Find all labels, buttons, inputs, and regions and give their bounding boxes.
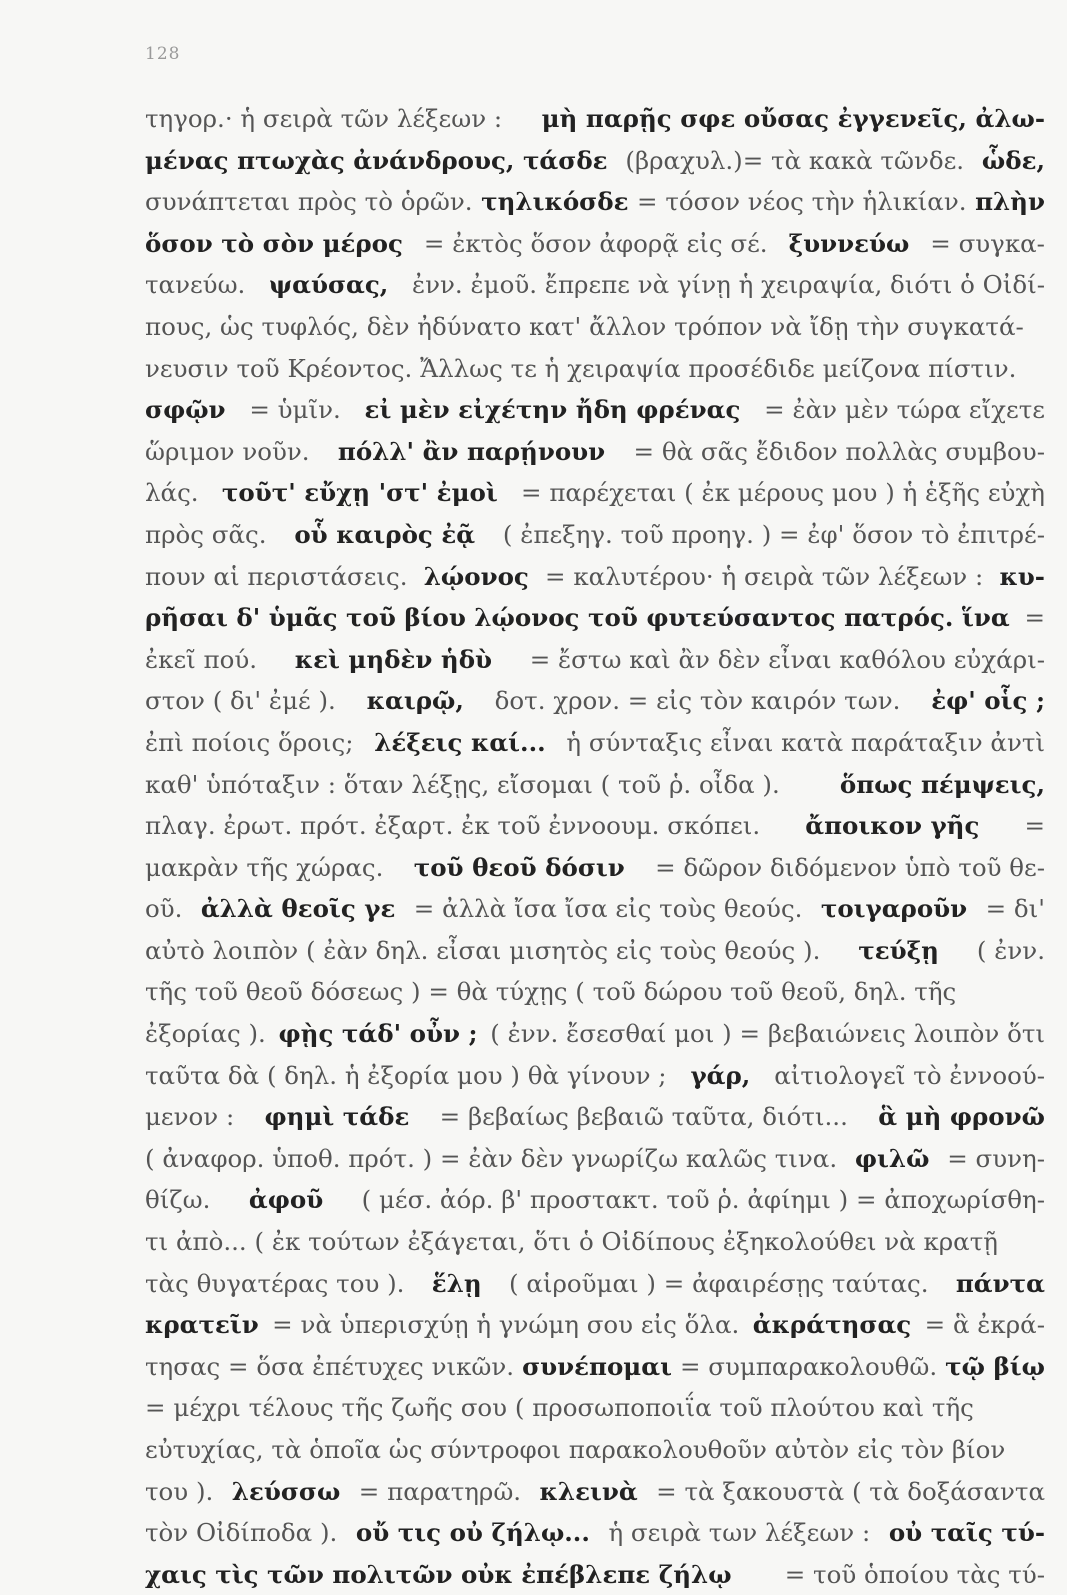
lemma-term: λεύσσω bbox=[231, 1476, 341, 1506]
lemma-term: ἀφοῦ bbox=[248, 1185, 324, 1215]
text-line bbox=[145, 888, 1045, 930]
gloss-text: = ἐὰν μὲν τώρα εἴχετε bbox=[764, 395, 1045, 425]
lemma-term: συνέπομαι bbox=[522, 1351, 672, 1381]
gloss-text: ἐκεῖ πού. bbox=[145, 644, 258, 674]
gloss-text: πρὸς σᾶς. bbox=[145, 519, 267, 549]
gloss-text: θίζω. bbox=[145, 1185, 211, 1215]
gloss-text: = καλυτέρου· ἡ σειρὰ τῶν λέξεων : bbox=[545, 561, 984, 591]
lemma-term: φῂς τάδ' οὖν ; bbox=[278, 1019, 478, 1049]
page-number: 128 bbox=[145, 44, 181, 64]
text-line bbox=[145, 1138, 1045, 1180]
text-line bbox=[145, 1221, 1045, 1263]
gloss-text: = bbox=[1024, 811, 1045, 841]
lemma-term: φιλῶ bbox=[854, 1143, 930, 1173]
lemma-term: πόλλ' ἂν παρῄνουν bbox=[337, 436, 606, 466]
text-line bbox=[145, 223, 1045, 265]
lemma-term: ρῆσαι δ' ὑμᾶς τοῦ βίου λῴονος τοῦ φυτεύσαντος πατρός. ἵνα bbox=[145, 603, 1010, 633]
gloss-text: πουν αἱ περιστάσεις. bbox=[145, 561, 408, 591]
gloss-text: = θὰ σᾶς ἔδιδον πολλὰς συμβου- bbox=[633, 436, 1045, 466]
gloss-text: = βεβαίως βεβαιῶ ταῦτα, διότι... bbox=[439, 1102, 848, 1132]
gloss-text: = παρατηρῶ. bbox=[358, 1476, 522, 1506]
lemma-term: καιρῷ, bbox=[366, 686, 464, 716]
text-line bbox=[145, 1096, 1045, 1138]
gloss-text: ταῦτα δὰ ( δηλ. ἡ ἐξορία μου ) θὰ γίνουν ; bbox=[145, 1060, 667, 1090]
text-line bbox=[145, 680, 1045, 722]
gloss-text: τὰς θυγατέρας του ). bbox=[145, 1268, 405, 1298]
gloss-text: = συμπαρακολουθῶ. bbox=[679, 1351, 938, 1381]
gloss-text: μενον : bbox=[145, 1102, 235, 1132]
lemma-term: πλὴν bbox=[975, 187, 1045, 217]
text-line bbox=[145, 847, 1045, 889]
text-line bbox=[145, 1387, 1045, 1429]
lemma-term: φημὶ τάδε bbox=[264, 1102, 410, 1132]
lemma-term: τοῦ θεοῦ δόσιν bbox=[413, 852, 625, 882]
text-line bbox=[145, 181, 1045, 223]
lemma-term: κλεινὰ bbox=[539, 1476, 638, 1506]
lemma-term: γάρ, bbox=[690, 1060, 751, 1090]
lemma-term: ὅπως πέμψεις, bbox=[839, 769, 1045, 799]
lemma-term: οὔ τις οὐ ζήλῳ... bbox=[355, 1518, 590, 1548]
lemma-term: μὴ παρῇς σφε οὔσας ἐγγενεῖς, ἀλω- bbox=[541, 104, 1045, 133]
gloss-text: αὐτὸ λοιπὸν ( ἐὰν δηλ. εἶσαι μισητὸς εἰς τοὺς θεούς ). bbox=[145, 935, 821, 965]
text-line bbox=[145, 639, 1045, 681]
lemma-term: ἀλλὰ θεοῖς γε bbox=[200, 894, 396, 924]
text-line bbox=[145, 1429, 1045, 1471]
gloss-text: (βραχυλ.)= τὰ κακὰ τῶνδε. bbox=[625, 145, 965, 175]
gloss-text: = δῶρον διδόμενον ὑπὸ τοῦ θε- bbox=[655, 852, 1045, 882]
text-line bbox=[145, 722, 1045, 764]
gloss-text: μακρὰν τῆς χώρας. bbox=[145, 852, 384, 882]
text-line bbox=[145, 306, 1045, 348]
gloss-text: = παρέχεται ( ἐκ μέρους μου ) ἡ ἑξῆς εὐχὴ bbox=[521, 478, 1045, 508]
gloss-text: ἐνν. ἐμοῦ. ἔπρεπε νὰ γίνῃ ἡ χειραψία, διότι ὁ Οἰδί- bbox=[412, 270, 1045, 300]
gloss-text: τησας = ὅσα ἐπέτυχες νικῶν. bbox=[145, 1351, 515, 1381]
gloss-text: αἰτιολογεῖ τὸ ἐννοού- bbox=[774, 1060, 1045, 1090]
text-line bbox=[145, 1346, 1045, 1388]
text-line bbox=[145, 514, 1045, 556]
gloss-text: = νὰ ὑπερισχύῃ ἡ γνώμη σου εἰς ὅλα. bbox=[272, 1310, 740, 1340]
gloss-text: = δι' bbox=[985, 894, 1045, 924]
lemma-term: οὗ καιρὸς ἐᾷ bbox=[294, 519, 476, 549]
text-line bbox=[145, 1263, 1045, 1305]
gloss-text: τηγορ.· ἡ σειρὰ τῶν λέξεων : bbox=[145, 104, 503, 133]
gloss-text: στον ( δι' ἐμέ ). bbox=[145, 686, 336, 716]
lemma-term: κεὶ μηδὲν ἡδὺ bbox=[294, 644, 493, 674]
gloss-text: πλαγ. ἐρωτ. πρότ. ἐξαρτ. ἐκ τοῦ ἐννοουμ. σκόπει. bbox=[145, 811, 761, 841]
gloss-text: δοτ. χρον. = εἰς τὸν καιρόν των. bbox=[494, 686, 901, 716]
text-line bbox=[145, 930, 1045, 972]
lemma-term: λῴονος bbox=[423, 561, 529, 591]
lemma-term: τοιγαροῦν bbox=[820, 894, 968, 924]
lemma-term: ἃ μὴ φρονῶ bbox=[878, 1102, 1045, 1132]
gloss-text: τανεύω. bbox=[145, 270, 246, 300]
text-line bbox=[145, 389, 1045, 431]
lemma-term: ψαύσας, bbox=[269, 270, 389, 300]
gloss-text: ὥριμον νοῦν. bbox=[145, 436, 310, 466]
lemma-term: τῷ βίῳ bbox=[945, 1351, 1045, 1381]
lemma-term: κρατεῖν bbox=[145, 1310, 259, 1340]
gloss-text: ἡ σειρὰ των λέξεων : bbox=[608, 1518, 871, 1548]
text-line bbox=[145, 556, 1045, 598]
lemma-term: χαις τὶς τῶν πολιτῶν οὐκ ἐπέβλεπε ζήλῳ bbox=[145, 1559, 732, 1589]
text-line bbox=[145, 1471, 1045, 1513]
lemma-term: ὅσον τὸ σὸν μέρος bbox=[145, 228, 403, 258]
lemma-term: ἕλῃ bbox=[431, 1268, 482, 1298]
lemma-term: σφῷν bbox=[145, 395, 226, 425]
commentary-text bbox=[145, 98, 1045, 1595]
gloss-text: οῦ. bbox=[145, 894, 183, 924]
lemma-term: λέξεις καί... bbox=[374, 727, 546, 757]
gloss-text: = τόσον νέος τὴν ἡλικίαν. bbox=[637, 187, 967, 217]
text-line bbox=[145, 805, 1045, 847]
lemma-term: ξυννεύω bbox=[788, 228, 910, 258]
lemma-term: τεύξῃ bbox=[858, 935, 939, 965]
gloss-text: ( ἐπεξηγ. τοῦ προηγ. ) = ἐφ' ὅσον τὸ ἐπιτρέ- bbox=[502, 519, 1045, 549]
text-line bbox=[145, 1554, 1045, 1595]
text-line bbox=[145, 264, 1045, 306]
gloss-text: ( μέσ. ἀόρ. β' προστακτ. τοῦ ῥ. ἀφίημι ) = ἀποχωρίσθη- bbox=[361, 1185, 1045, 1215]
lemma-term: κυ- bbox=[999, 561, 1045, 591]
gloss-text: = ὑμῖν. bbox=[249, 395, 341, 425]
gloss-text: ( ἐνν. bbox=[976, 935, 1045, 965]
lemma-term: ὧδε, bbox=[981, 145, 1045, 175]
lemma-term: ἀκράτησας bbox=[752, 1310, 912, 1340]
gloss-text: = bbox=[1024, 603, 1045, 633]
gloss-text: ( ἐνν. ἔσεσθαί μοι ) = βεβαιώνεις λοιπὸν ὅτι bbox=[490, 1019, 1045, 1049]
gloss-text: λάς. bbox=[145, 478, 199, 508]
text-line bbox=[145, 98, 1045, 140]
gloss-text: = τὰ ξακουστὰ ( τὰ δοξάσαντα bbox=[656, 1476, 1045, 1506]
lemma-term: ἐφ' οἷς ; bbox=[931, 686, 1045, 716]
text-line bbox=[145, 1055, 1045, 1097]
lemma-term: τοῦτ' εὔχῃ 'στ' ἐμοὶ bbox=[221, 478, 498, 508]
text-line bbox=[145, 971, 1045, 1013]
gloss-text: του ). bbox=[145, 1476, 214, 1506]
lemma-term: πάντα bbox=[955, 1268, 1045, 1298]
text-line bbox=[145, 431, 1045, 473]
gloss-text: = ἃ ἐκρά- bbox=[924, 1310, 1045, 1340]
gloss-text: = συγκα- bbox=[930, 228, 1045, 258]
lemma-term: εἰ μὲν εἰχέτην ἤδη φρένας bbox=[364, 395, 741, 425]
lemma-term: μένας πτωχὰς ἀνάνδρους, τάσδε bbox=[145, 145, 608, 175]
text-line bbox=[145, 348, 1045, 390]
text-line bbox=[145, 1013, 1045, 1055]
gloss-text: πους, ὡς τυφλός, δὲν ἠδύνατο κατ' ἄλλον τρόπον νὰ ἴδῃ τὴν συγκατά- bbox=[145, 311, 1024, 341]
text-line bbox=[145, 472, 1045, 514]
lemma-term: τηλικόσδε bbox=[481, 187, 629, 217]
gloss-text: = μέχρι τέλους τῆς ζωῆς σου ( προσωποποιΐα τοῦ πλούτου καὶ τῆς bbox=[145, 1393, 974, 1423]
gloss-text: εὐτυχίας, τὰ ὁποῖα ὡς σύντροφοι παρακολουθοῦν αὐτὸν εἰς τὸν βίον bbox=[145, 1435, 1006, 1464]
text-line bbox=[145, 1304, 1045, 1346]
gloss-text: ἐπὶ ποίοις ὅροις; bbox=[145, 727, 354, 757]
gloss-text: = ἔστω καὶ ἂν δὲν εἶναι καθόλου εὐχάρι- bbox=[529, 644, 1045, 674]
text-line bbox=[145, 140, 1045, 182]
text-line bbox=[145, 764, 1045, 806]
gloss-text: = συνη- bbox=[947, 1143, 1045, 1173]
gloss-text: = ἀλλὰ ἴσα ἴσα εἰς τοὺς θεούς. bbox=[413, 894, 803, 924]
gloss-text: καθ' ὑπόταξιν : ὅταν λέξῃς, εἴσομαι ( τοῦ ῥ. οἶδα ). bbox=[145, 769, 780, 799]
gloss-text: ἡ σύνταξις εἶναι κατὰ παράταξιν ἀντὶ bbox=[566, 727, 1045, 757]
gloss-text: συνάπτεται πρὸς τὸ ὁρῶν. bbox=[145, 187, 473, 217]
text-line bbox=[145, 1179, 1045, 1221]
lemma-term: οὐ ταῖς τύ- bbox=[888, 1518, 1045, 1548]
gloss-text: ( αἱροῦμαι ) = ἀφαιρέσῃς ταύτας. bbox=[509, 1268, 929, 1298]
text-line bbox=[145, 597, 1045, 639]
lemma-term: ἄποικον γῆς bbox=[805, 811, 980, 841]
text-line bbox=[145, 1512, 1045, 1554]
gloss-text: τῆς τοῦ θεοῦ δόσεως ) = θὰ τύχῃς ( τοῦ δώρου τοῦ θεοῦ, δηλ. τῆς bbox=[145, 977, 957, 1007]
gloss-text: ( ἀναφορ. ὑποθ. πρότ. ) = ἐὰν δὲν γνωρίζω καλῶς τινα. bbox=[145, 1143, 838, 1173]
gloss-text: = τοῦ ὁποίου τὰς τύ- bbox=[784, 1559, 1045, 1589]
gloss-text: = ἐκτὸς ὅσον ἀφορᾷ εἰς σέ. bbox=[423, 228, 768, 258]
gloss-text: ἐξορίας ). bbox=[145, 1019, 266, 1049]
gloss-text: τὸν Οἰδίποδα ). bbox=[145, 1518, 338, 1548]
gloss-text: νευσιν τοῦ Κρέοντος. Ἄλλως τε ἡ χειραψία προσέδιδε μείζονα πίστιν. bbox=[145, 353, 1017, 383]
gloss-text: τι ἀπὸ... ( ἐκ τούτων ἐξάγεται, ὅτι ὁ Οἰδίπους ἐξηκολούθει νὰ κρατῇ bbox=[145, 1227, 998, 1257]
